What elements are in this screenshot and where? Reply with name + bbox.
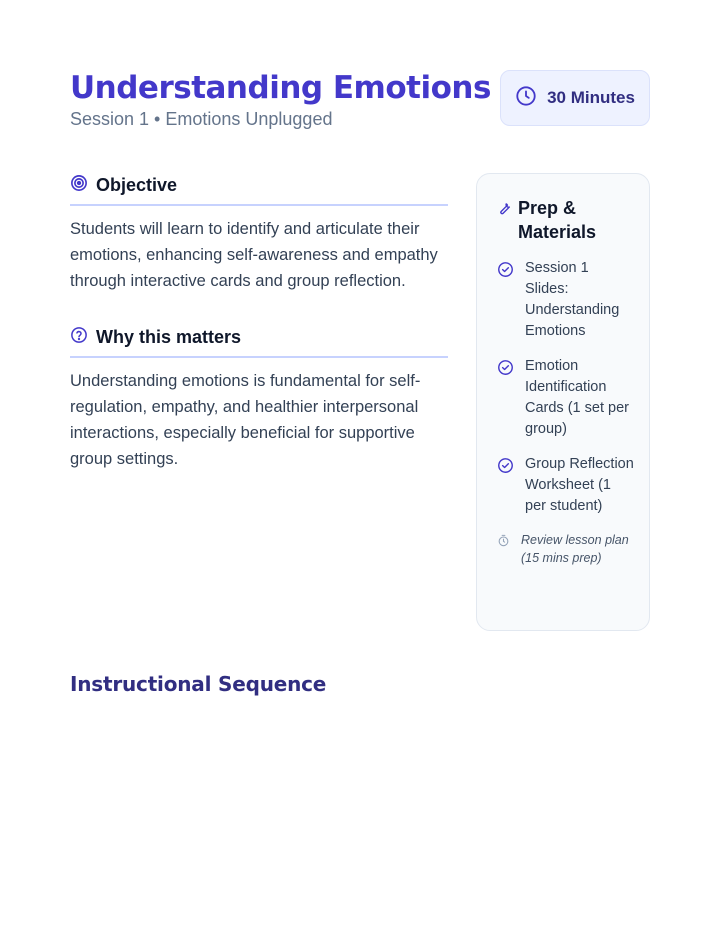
section-body: Understanding emotions is fundamental for self-regulation, empathy, and healthier interpersonal interactions, especially beneficial for supportive group settings. — [70, 372, 421, 468]
material-label: Group Reflection Worksheet (1 per student) — [525, 456, 634, 514]
section-header — [70, 172, 448, 206]
lesson-header — [70, 68, 650, 138]
page-title: Understanding Emotions — [70, 70, 491, 106]
check-circle-icon — [497, 457, 515, 479]
main-content — [70, 172, 448, 502]
list-item — [497, 258, 635, 342]
panel-title: Prep & Materials — [518, 198, 597, 242]
question-circle-icon — [70, 326, 88, 349]
check-circle-icon — [497, 359, 515, 381]
material-label: Emotion Identification Cards (1 set per group) — [525, 358, 629, 437]
objective-section — [70, 172, 448, 294]
section-header — [70, 324, 448, 358]
sequence-title: Instructional Sequence — [70, 672, 327, 696]
list-item — [497, 454, 635, 517]
prep-materials-panel — [476, 173, 650, 631]
section-body: Students will learn to identify and articulate their emotions, enhancing self-awareness and empathy through interactive cards and group reflection. — [70, 220, 438, 290]
section-title: Objective — [96, 175, 178, 195]
prep-note — [497, 531, 635, 567]
target-icon — [70, 174, 88, 197]
prep-note-text: Review lesson plan (15 mins prep) — [521, 533, 629, 565]
section-title: Why this matters — [96, 327, 242, 347]
page-subtitle: Session 1 • Emotions Unplugged — [70, 109, 333, 129]
why-section — [70, 324, 448, 472]
timer-icon — [497, 534, 511, 552]
duration-badge — [500, 70, 650, 126]
clock-icon — [515, 85, 537, 112]
duration-label: 30 Minutes — [547, 88, 635, 107]
panel-header — [497, 196, 635, 244]
list-item — [497, 356, 635, 440]
material-label: Session 1 Slides: Understanding Emotions — [525, 260, 620, 339]
check-circle-icon — [497, 261, 515, 283]
wrench-icon — [497, 200, 512, 220]
materials-list — [497, 258, 635, 517]
